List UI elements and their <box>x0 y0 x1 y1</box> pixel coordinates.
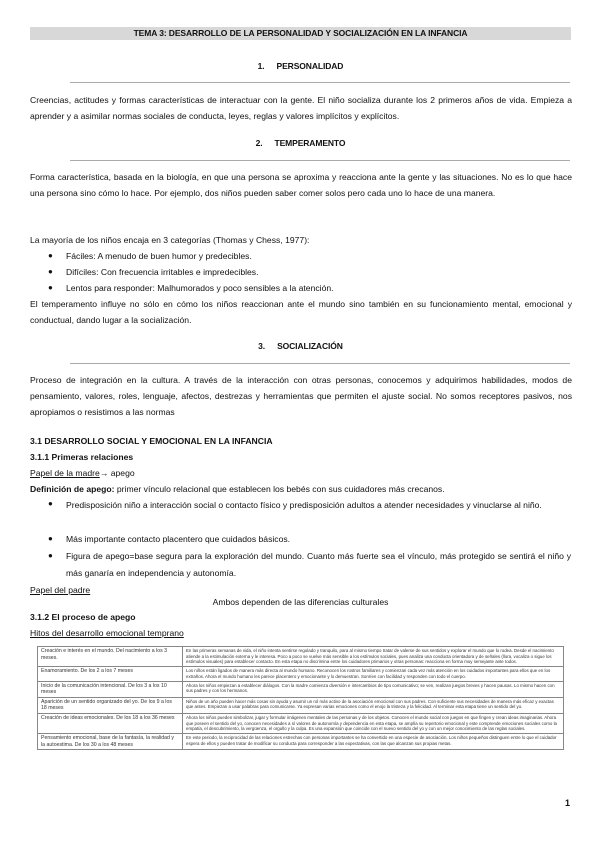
bullet-icon: ● <box>48 251 53 260</box>
table-row <box>38 647 564 667</box>
section-title: TEMPERAMENTO <box>274 138 346 148</box>
bullet-icon: ● <box>48 283 53 292</box>
document-title: TEMA 3: DESARROLLO DE LA PERSONALIDAD Y SOCIALIZACIÓN EN LA INFANCIA <box>30 27 571 40</box>
socializacion-paragraph: Proceso de integración en la cultura. A través de la interacción con otras personas, conocemos y adquirimos habilidades, modos de pensamiento, valores, roles, lenguaje, afectos, destrezas y herramientas que permiten el ajuste social. No somos receptores pasivos, nos apropiamos o resistimos a las normas <box>30 375 572 417</box>
hitos-table <box>37 646 564 750</box>
section-heading-socializacion <box>30 341 571 351</box>
table-cell-description: Ahora los niños empiezan a establecer diálogos. Con la madre comienza diversión e intercambios de tipo comunicativo; se ven, realizan juegos breves y hacen pausas. Lo mismo hacen con sus padres y con los hermanos. <box>183 681 564 697</box>
list-item-text: Más importante contacto placentero que cuidados básicos. <box>66 534 291 544</box>
subsection-heading-3-1-2: 3.1.2 El proceso de apego <box>30 612 136 622</box>
temperamento-influye-paragraph: El temperamento influye no sólo en cómo los niños reaccionan ante el mundo sino también en su funcionamiento mental, emocional y conductual, dando lugar a la socialización. <box>30 299 572 325</box>
bullet-icon: ● <box>48 551 53 560</box>
definicion-apego-text: primer vínculo relacional que establecen los bebés con sus cuidadores más crecanos. <box>114 484 445 494</box>
subsection-heading-3-1: 3.1 DESARROLLO SOCIAL Y EMOCIONAL EN LA INFANCIA <box>30 436 273 446</box>
table-cell-stage: Pensamiento emocional, base de la fantasía, la realidad y la autoestima. De los 30 a los 48 meses <box>38 734 183 750</box>
bullet-icon: ● <box>48 267 53 276</box>
categorias-intro: La mayoría de los niños encaja en 3 categorías (Thomas y Chess, 1977): <box>30 235 310 245</box>
bullet-icon: ● <box>48 499 53 508</box>
table-cell-stage: Enamoramiento. De los 2 a los 7 meses <box>38 667 183 681</box>
table-cell-stage: Creación e interés en el mundo. Del nacimiento a los 3 meses. <box>38 647 183 667</box>
table-row <box>38 734 564 750</box>
table-cell-description: Niños de un año pueden hacer más cosas sin ayuda y asumir un rol más activo de la asociación emocional con sus padres. Con suficiente sus necesidades de manera más eficaz y exactas que antes. Empiezan a usar palabras para comunicarse. Ya expresan varias emociones como el enojo la tristeza y la felicidad. Al terminar esta etapa tiene un sentido del yo. <box>183 697 564 713</box>
section-title: SOCIALIZACIÓN <box>277 341 343 351</box>
table-row <box>38 713 564 733</box>
section-heading-personalidad <box>30 61 571 71</box>
section-title: PERSONALIDAD <box>276 61 344 71</box>
table-cell-stage: Creación de ideas emocionales. De los 18 a los 36 meses <box>38 713 183 733</box>
ambos-dependen-line: Ambos dependen de las diferencias culturales <box>212 597 389 607</box>
temperamento-paragraph: Forma característica, basada en la biología, en que una persona se aproxima y reacciona ante la gente y las situaciones. No es lo que hace una persona sino cómo lo hace. Por ejemplo, dos niños pueden saber comer solos pero cada uno lo hace de una manera. <box>30 172 572 198</box>
table-cell-stage: Inicio de la comunicación intencional. De los 3 a los 10 meses <box>38 681 183 697</box>
personalidad-paragraph: Creencias, actitudes y formas características de interactuar con la gente. El niño socializa durante los 2 primeros años de vida. Empieza a aprender y a asimilar normas sociales de conducta, leyes, reglas y valores implícitos y explícitos. <box>30 95 572 121</box>
subsection-heading-3-1-1: 3.1.1 Primeras relaciones <box>30 452 134 462</box>
table-row <box>38 697 564 713</box>
papel-madre-label: Papel de la madre <box>30 468 100 478</box>
papel-madre-line <box>30 465 135 481</box>
page-number: 1 <box>565 798 571 808</box>
list-item-text: Difíciles: Con frecuencia irritables e impredecibles. <box>66 267 259 277</box>
table-cell-description: En las primeras semanas de vida, el niño intenta sentirse regulado y tranquilo, para al mismo tiempo tratar de valerse de sus sentidos y explorar el mundo que lo rodea. Desde el nacimiento atiende a la estimulación externa y le interesa. Poco a poco se vuelve más sensible a los estímulos sociales, pues analiza una conducta orientadora y de señales (llora, vocaliza o sigue los estímulos visuales) para establecer contacto. En esta etapa no discrimina entre los cuidadores primarios y otras personas: reacciona en forma muy semejante ante todos. <box>183 647 564 667</box>
table-cell-description: Los niños están ligados de manera más directa al mundo humano. Reconocen los rostros familiares y comienzan cada vez más atención en los cuidados importantes para ellos que en los extraños. Ahora el mundo humano les parece placentero y emocionante y lo demuestran. Sonríen con facilidad y responden con todo el cuerpo. <box>183 667 564 681</box>
table-row <box>38 681 564 697</box>
papel-madre-text: → apego <box>99 468 135 478</box>
table-cell-description: Ahora los niños pueden simbolizar, jugar y formular imágenes mentales de las personas y de los objetos. Conocen el mundo social con juegos en que fingen y crean ideas imaginarias. Ahora que poseen el sentido del yo, conocen necesidades a sí valores de autonomía y dependencia en esta etapa, se amplía su repertorio emocional y este comprende emociones sociales como la empatía, el descubrimiento, la vergüenza, el orgullo y la culpa. Es una expansión que coincide con el nuevo sentido del yo y con un mejor conocimiento de las reglas sociales. <box>183 713 564 733</box>
table-row <box>38 667 564 681</box>
section-heading-temperamento <box>30 138 571 148</box>
list-item-text: Figura de apego=base segura para la exploración del mundo. Cuanto más fuerte sea el vínculo, más protegido se sentirá el niño y más ganaría en independencia y autonomía. <box>66 551 571 578</box>
table-cell-description: En este periodo, la reciprocidad de las relaciones estrechas con personas importantes se ha convertido en una especie de asociación. Los niños pequeños distinguen entre lo que el cuidador espera de ellos y pueden tratar de modificar su conducta para corresponder a las expectativas, con las que alcanzan sus propias metas. <box>183 734 564 750</box>
hitos-title: Hitos del desarrollo emocional temprano <box>30 628 184 638</box>
section-divider <box>70 82 570 83</box>
list-item-text: Lentos para responder: Malhumorados y poco sensibles a la atención. <box>66 283 334 293</box>
section-number: 3. <box>258 341 266 351</box>
papel-padre-label: Papel del padre <box>30 585 91 595</box>
bullet-icon: ● <box>48 534 53 543</box>
list-item-text: Predisposición niño a interacción social o contacto físico y predisposición adultos a atender necesidades y vinuclarse al niño. <box>66 500 542 510</box>
section-number: 1. <box>257 61 265 71</box>
table-cell-stage: Aparición de un sentido organizado del yo. De los 9 a los 18 meses <box>38 697 183 713</box>
definicion-apego-line <box>30 481 445 497</box>
definicion-apego-label: Definición de apego: <box>30 484 115 494</box>
section-divider <box>70 160 570 161</box>
section-number: 2. <box>255 138 263 148</box>
list-item-text: Fáciles: A menudo de buen humor y predecibles. <box>66 251 252 261</box>
section-divider <box>70 363 570 364</box>
